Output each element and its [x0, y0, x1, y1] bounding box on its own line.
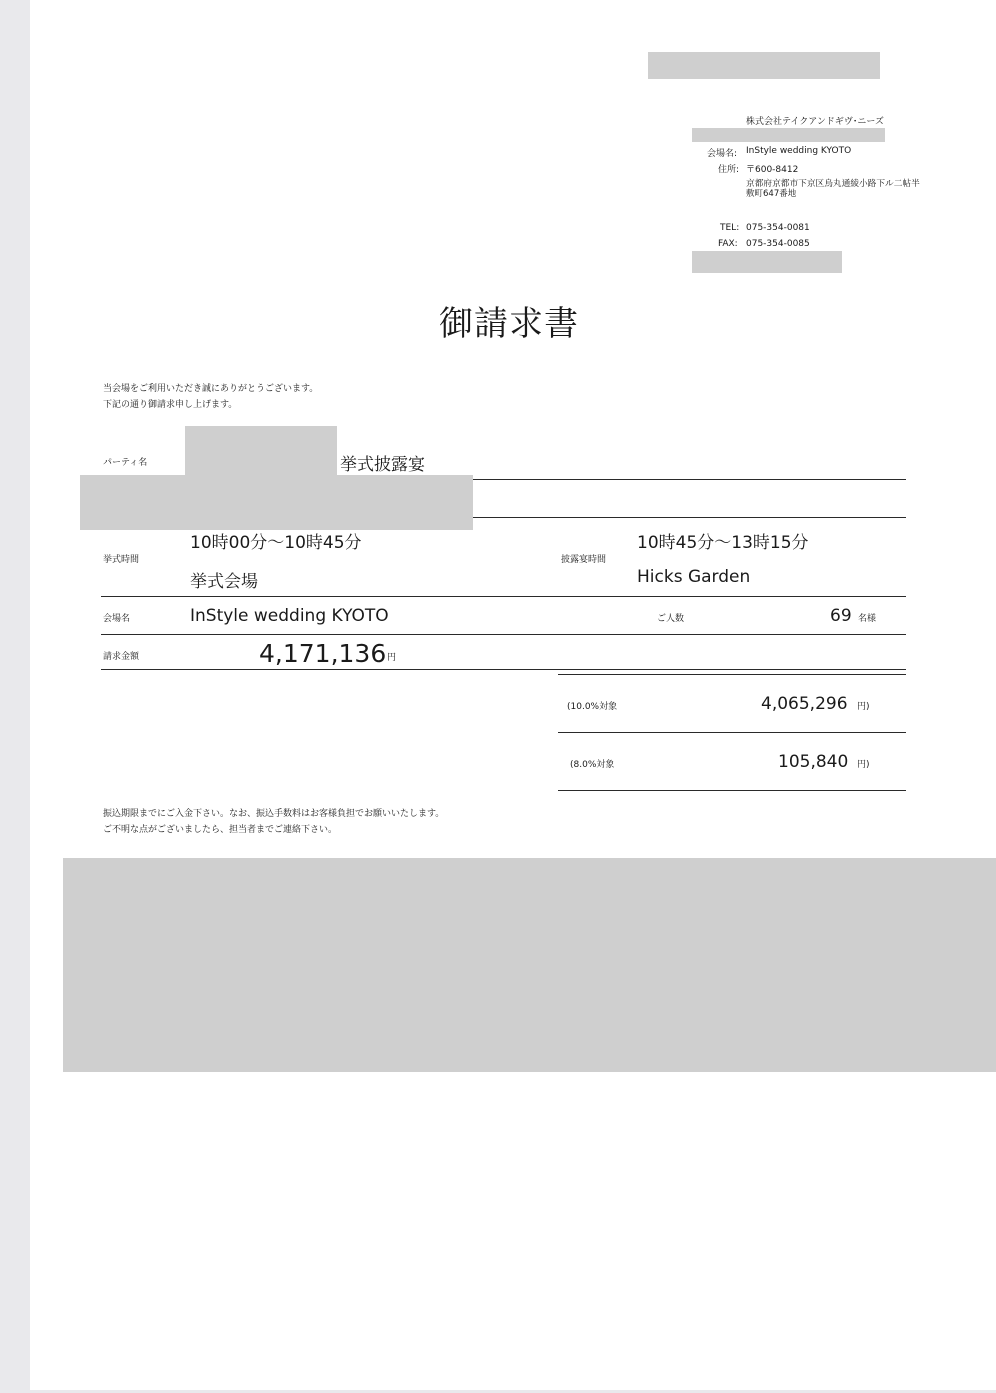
document-title: 御請求書 [439, 304, 579, 344]
intro-line-1: 当会場をご利用いただき誠にありがとうございます。 [103, 384, 319, 394]
party-value: 挙式披露宴 [340, 455, 425, 475]
tax-8-label: (8.0%対象 [570, 760, 615, 770]
issuer-tel-label: TEL: [720, 223, 740, 233]
tax-8-value: 105,840 [778, 752, 849, 772]
tax-8-unit: 円) [857, 760, 870, 770]
row-divider-1 [473, 517, 906, 518]
redacted-block-party-name [185, 426, 337, 476]
redacted-block-bottom [63, 858, 996, 1072]
venue-label: 会場名 [103, 614, 131, 624]
tax-10-label: (10.0%対象 [567, 702, 618, 712]
venue-value: InStyle wedding KYOTO [190, 606, 389, 626]
issuer-address-line1: 京都府京都市下京区烏丸通綾小路下ル二帖半 [746, 179, 920, 189]
invoice-page [30, 0, 996, 1390]
tax-divider-2 [558, 790, 906, 791]
reception-place: Hicks Garden [637, 567, 751, 587]
row-divider-2 [101, 596, 906, 597]
ceremony-time: 10時00分～10時45分 [190, 533, 362, 553]
note-line-1: 振込期限までにご入金下さい。なお、振込手数料はお客様負担でお願いいたします。 [103, 809, 445, 819]
reception-label: 披露宴時間 [561, 555, 607, 565]
guests-unit: 名様 [858, 614, 877, 624]
issuer-venue-value: InStyle wedding KYOTO [746, 146, 852, 156]
party-underline [473, 479, 906, 480]
guests-label: ご人数 [657, 614, 685, 624]
tax-10-unit: 円) [857, 702, 870, 712]
issuer-fax-value: 075-354-0085 [746, 239, 810, 249]
tax-10-value: 4,065,296 [761, 694, 848, 714]
note-line-2: ご不明な点がございましたら、担当者までご連絡下さい。 [103, 825, 338, 835]
issuer-venue-label: 会場名: [707, 149, 738, 159]
issuer-address-label: 住所: [718, 165, 740, 175]
guests-value: 69 [830, 606, 852, 626]
amount-underline-2 [558, 674, 906, 675]
ceremony-label: 挙式時間 [103, 555, 140, 565]
redacted-block-wide [80, 475, 473, 530]
amount-unit: 円 [387, 653, 397, 663]
row-divider-3 [101, 634, 906, 635]
issuer-tel-value: 075-354-0081 [746, 223, 810, 233]
issuer-postal: 〒600-8412 [746, 165, 799, 175]
reception-time: 10時45分～13時15分 [637, 533, 809, 553]
issuer-address-line2: 敷町647番地 [746, 189, 797, 199]
amount-value: 4,171,136 [259, 639, 387, 668]
amount-label: 請求金額 [103, 652, 140, 662]
issuer-company: 株式会社テイクアンドギヴ･ニーズ [746, 117, 884, 127]
party-label: パーティ名 [103, 458, 148, 468]
redacted-block-top [648, 52, 880, 79]
tax-divider-1 [558, 732, 906, 733]
intro-line-2: 下記の通り御請求申し上げます。 [103, 400, 238, 410]
issuer-fax-label: FAX: [718, 239, 738, 249]
ceremony-place: 挙式会場 [190, 572, 258, 592]
redacted-block-contact [692, 251, 842, 273]
redacted-block-issuer-line [692, 128, 885, 142]
amount-underline-1 [101, 669, 906, 670]
